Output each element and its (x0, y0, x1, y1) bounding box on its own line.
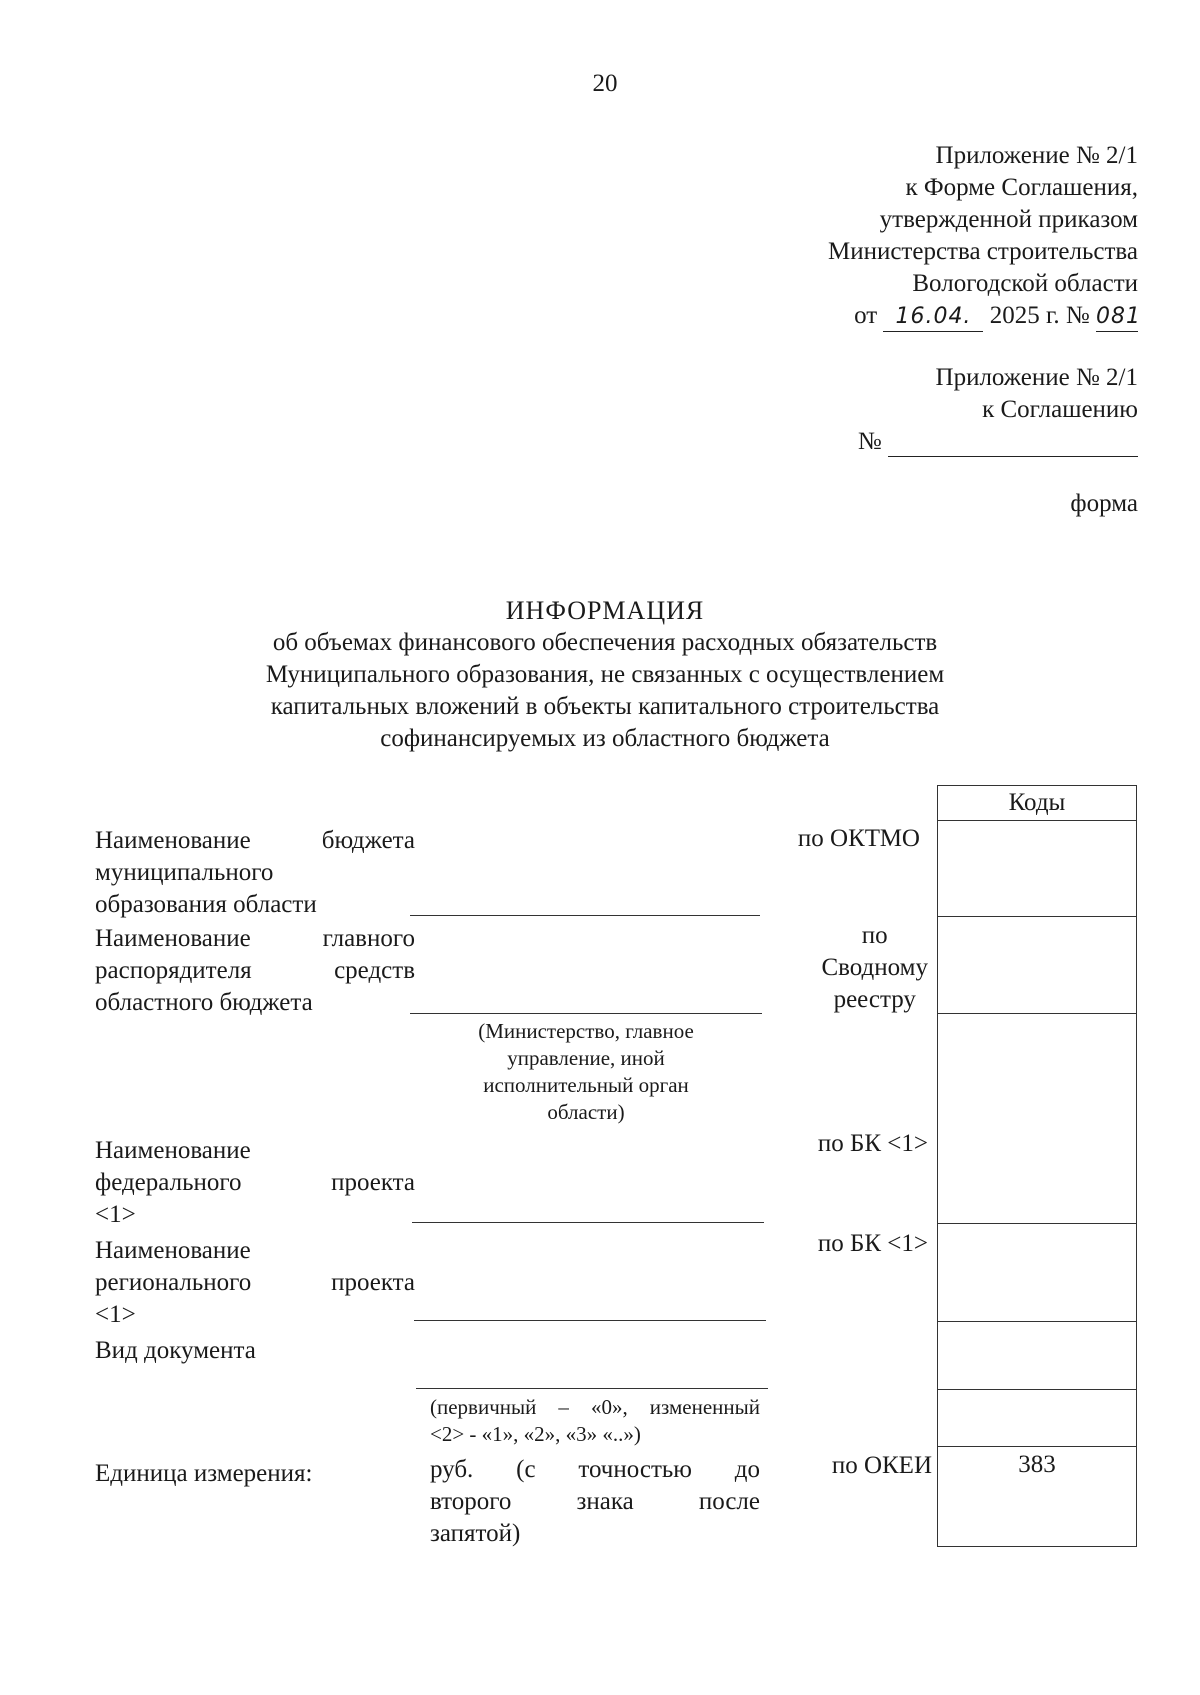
appendix-header (618, 140, 1141, 332)
row-divider (938, 1223, 1136, 1224)
doc-type-hint: (первичный – «0», измененный <2> - «1», «2», «3» «..») (430, 1395, 760, 1446)
order-date-line (618, 300, 1141, 332)
doc-type-label: Вид документа (95, 1337, 256, 1364)
okei-code-value: 383 (1018, 1451, 1056, 1478)
appendix-line: к Форме Соглашения, (905, 174, 1138, 201)
handwritten-date: 16.04. (883, 303, 983, 332)
appendix-agreement-line: к Соглашению (982, 396, 1138, 423)
row-divider (938, 1013, 1136, 1014)
appendix-line: Вологодской области (912, 270, 1138, 297)
unit-label: Единица измерения: (95, 1460, 313, 1487)
regional-project-label: Наименование регионального проекта <1> (95, 1237, 415, 1328)
number-label: № (857, 428, 882, 455)
form-label: форма (1070, 490, 1138, 517)
appendix-line: Приложение № 2/1 (935, 142, 1138, 169)
bk-label-1: по БК <1> (817, 1130, 928, 1157)
title-line: об объемах финансового обеспечения расходных обязательств (272, 629, 938, 656)
row-divider (938, 1321, 1136, 1322)
codes-header: Коды (938, 786, 1136, 821)
title-line: Муниципального образования, не связанных с осуществлением (265, 661, 945, 688)
agreement-number-field[interactable] (888, 428, 1138, 457)
agreement-number-line (618, 426, 1138, 462)
okei-label: по ОКЕИ (831, 1452, 932, 1479)
budget-name-label: Наименование бюджета муниципального образования области (95, 827, 415, 918)
budget-name-field[interactable] (410, 915, 760, 916)
title-heading: ИНФОРМАЦИЯ (505, 596, 705, 625)
appendix-line: Министерства строительства (827, 238, 1138, 265)
date-prefix: от (854, 302, 878, 329)
federal-project-label: Наименование федерального проекта <1> (95, 1137, 415, 1228)
document-title (0, 595, 1200, 755)
handwritten-number: 081 (1096, 303, 1138, 332)
row-divider (938, 916, 1136, 917)
regional-project-field[interactable] (414, 1320, 766, 1321)
title-line: софинансируемых из областного бюджета (380, 725, 830, 752)
row-divider (938, 1389, 1136, 1390)
main-manager-field[interactable] (410, 1013, 762, 1014)
appendix-agreement (618, 362, 1138, 462)
unit-value: руб. (с точностью до второго знака после запятой) (430, 1456, 760, 1547)
page-number: 20 (592, 70, 618, 97)
bk-label-2: по БК <1> (817, 1230, 928, 1257)
appendix-line: утвержденной приказом (879, 206, 1138, 233)
oktmo-label: по ОКТМО (797, 825, 920, 852)
svod-label: по Сводному реестру (821, 922, 928, 1013)
doc-type-field[interactable] (416, 1388, 768, 1389)
title-line: капитальных вложений в объекты капитального строительства (270, 693, 940, 720)
main-manager-hint: (Министерство, главное управление, иной исполнительный орган области) (478, 1019, 694, 1124)
federal-project-field[interactable] (412, 1222, 764, 1223)
row-divider (938, 1446, 1136, 1447)
main-manager-label: Наименование главного распорядителя средств областного бюджета (95, 925, 415, 1016)
appendix-agreement-line: Приложение № 2/1 (935, 364, 1138, 391)
date-year: 2025 г. № (989, 302, 1090, 329)
codes-table (937, 785, 1137, 1547)
